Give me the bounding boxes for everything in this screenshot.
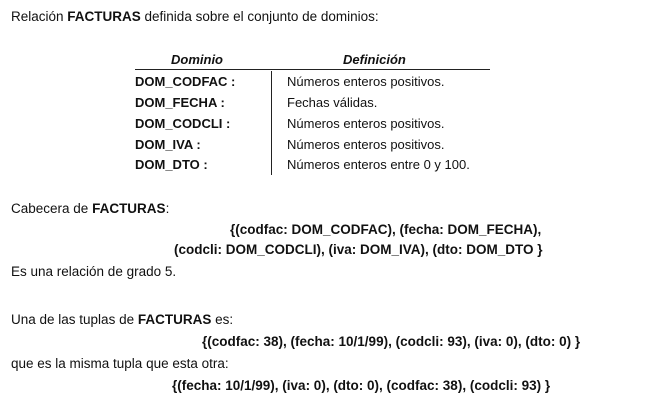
header-attributes-line-2: (codcli: DOM_CODCLI), (iva: DOM_IVA), (dto: DOM_DTO } xyxy=(174,242,543,257)
tuple-example-2: {(fecha: 10/1/99), (iva: 0), (dto: 0), (codfac: 38), (codcli: 93) } xyxy=(172,378,551,393)
tuple-example-1: {(codfac: 38), (fecha: 10/1/99), (codcli: 93), (iva: 0), (dto: 0) } xyxy=(202,334,581,349)
table-row-domain: DOM_FECHA : xyxy=(135,95,225,110)
table-header-domain: Dominio xyxy=(171,52,223,67)
intro-prefix: Relación xyxy=(11,9,68,24)
tuple-relation-name: FACTURAS xyxy=(137,312,212,327)
header-section-title xyxy=(11,201,169,217)
table-row-definition: Números enteros positivos. xyxy=(287,116,445,131)
table-row-definition: Números enteros positivos. xyxy=(287,137,445,152)
table-row-domain: DOM_IVA : xyxy=(135,137,201,152)
header-prefix: Cabecera de xyxy=(11,201,93,216)
grade-statement: Es una relación de grado 5. xyxy=(11,264,177,279)
tuple-prefix: Una de las tuplas de xyxy=(11,312,138,327)
header-attributes-line-1: {(codfac: DOM_CODFAC), (fecha: DOM_FECHA), xyxy=(230,222,542,237)
tuple-section-title xyxy=(11,312,233,328)
table-row-definition: Números enteros positivos. xyxy=(287,74,445,89)
header-suffix: : xyxy=(165,201,170,216)
table-row-definition: Números enteros entre 0 y 100. xyxy=(287,157,470,172)
table-header-definition: Definición xyxy=(343,52,406,67)
same-tuple-statement: que es la misma tupla que esta otra: xyxy=(11,356,229,371)
intro-relation-name: FACTURAS xyxy=(67,9,141,24)
table-column-divider xyxy=(271,71,272,175)
table-header-rule xyxy=(135,69,490,70)
tuple-suffix: es: xyxy=(211,312,234,327)
intro-text xyxy=(11,9,379,25)
table-row-domain: DOM_CODCLI : xyxy=(135,116,231,131)
table-row-definition: Fechas válidas. xyxy=(287,95,378,110)
intro-suffix: definida sobre el conjunto de dominios: xyxy=(140,9,379,24)
header-relation-name: FACTURAS xyxy=(92,201,166,216)
table-row-domain: DOM_DTO : xyxy=(135,157,208,172)
table-row-domain: DOM_CODFAC : xyxy=(135,74,236,89)
